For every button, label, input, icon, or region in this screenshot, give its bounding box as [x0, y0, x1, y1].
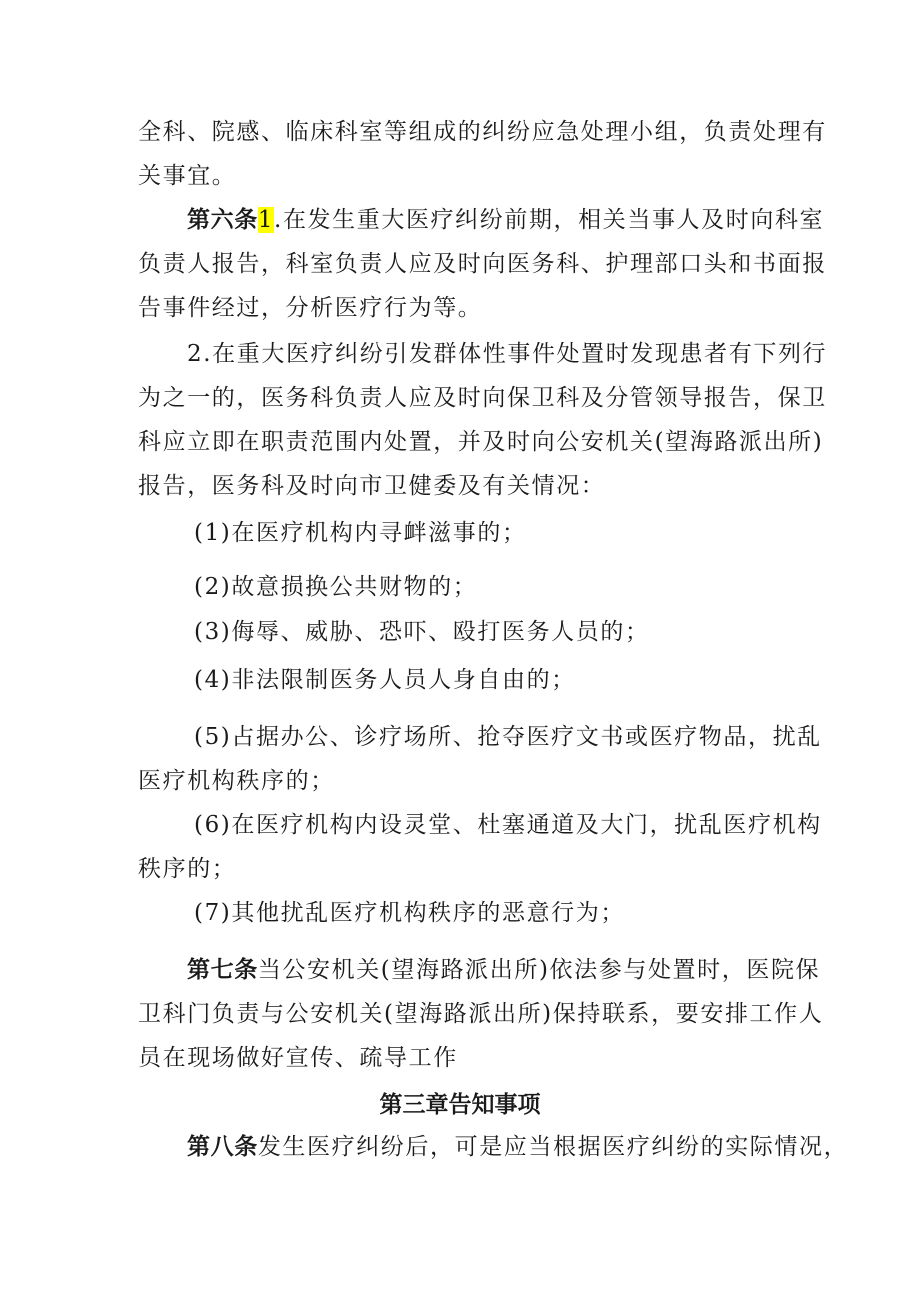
- line-text: 员在现场做好宣传、疏导工作: [138, 1045, 458, 1071]
- line-text: 2.在重大医疗纠纷引发群体性事件处置时发现患者有下列行: [187, 341, 828, 367]
- line-text: 告事件经过，分析医疗行为等。: [138, 295, 483, 321]
- article-7-line: [187, 955, 837, 985]
- text-line: [187, 339, 837, 369]
- text-line: [138, 293, 788, 323]
- line-text: (2)故意损换公共财物的；: [194, 574, 478, 600]
- text-line: [138, 383, 827, 413]
- line-text: 医疗机构秩序的；: [138, 768, 335, 794]
- text-line: [138, 854, 788, 884]
- list-item: [194, 898, 844, 928]
- line-text: 报告，医务科及时向市卫健委及有关情况：: [138, 473, 606, 499]
- list-item: [194, 617, 844, 647]
- line-text: (3)侮辱、威胁、恐吓、殴打医务人员的；: [194, 619, 650, 645]
- list-item: [194, 518, 844, 548]
- line-text: 卫科门负责与公安机关(望海路派出所)保持联系，要安排工作人: [138, 1001, 824, 1027]
- text-line: [138, 471, 788, 501]
- list-item: [194, 722, 844, 752]
- article-label: 第六条: [187, 207, 258, 233]
- line-text: (7)其他扰乱医疗机构秩序的恶意行为；: [194, 900, 625, 926]
- text-line: [138, 249, 827, 279]
- article-6-line: [187, 205, 837, 235]
- text-line: [138, 161, 788, 191]
- line-text: 全科、院感、临床科室等组成的纠纷应急处理小组，负责处理有: [138, 119, 827, 145]
- line-text: (5)占据办公、诊疗场所、抢夺医疗文书或医疗物品，扰乱: [194, 724, 822, 750]
- line-text: 发生医疗纠纷后，可是应当根据医疗纠纷的实际情况，: [257, 1134, 849, 1160]
- line-text: (1)在医疗机构内寻衅滋事的；: [194, 520, 527, 546]
- text-line: [138, 427, 824, 457]
- text-line: [138, 1043, 788, 1073]
- heading-text: 第三章告知事项: [379, 1092, 541, 1118]
- list-item: [194, 810, 844, 840]
- text-line: [138, 999, 824, 1029]
- line-text: 科应立即在职责范围内处置，并及时向公安机关(望海路派出所): [138, 429, 824, 455]
- line-text: 负责人报告，科室负责人应及时向医务科、护理部口头和书面报: [138, 251, 827, 277]
- line-text: (6)在医疗机构内设灵堂、杜塞通道及大门，扰乱医疗机构: [194, 812, 822, 838]
- list-item: [194, 572, 844, 602]
- list-item: [194, 665, 844, 695]
- text-line: [138, 117, 827, 147]
- article-label: 第七条: [187, 957, 258, 983]
- text-line: [138, 766, 788, 796]
- line-text: 关事宜。: [138, 163, 237, 189]
- chapter-heading: [0, 1090, 920, 1120]
- line-text: 为之一的，医务科负责人应及时向保卫科及分管领导报告，保卫: [138, 385, 827, 411]
- highlighted-number: 1: [257, 207, 275, 233]
- article-8-line: [187, 1132, 849, 1162]
- line-text: 秩序的；: [138, 856, 237, 882]
- line-text: (4)非法限制医务人员人身自由的；: [194, 667, 576, 693]
- line-text: .在发生重大医疗纠纷前期，相关当事人及时向科室: [274, 207, 825, 233]
- article-label: 第八条: [187, 1134, 258, 1160]
- line-text: 当公安机关(望海路派出所)依法参与处置时，医院保: [257, 957, 821, 983]
